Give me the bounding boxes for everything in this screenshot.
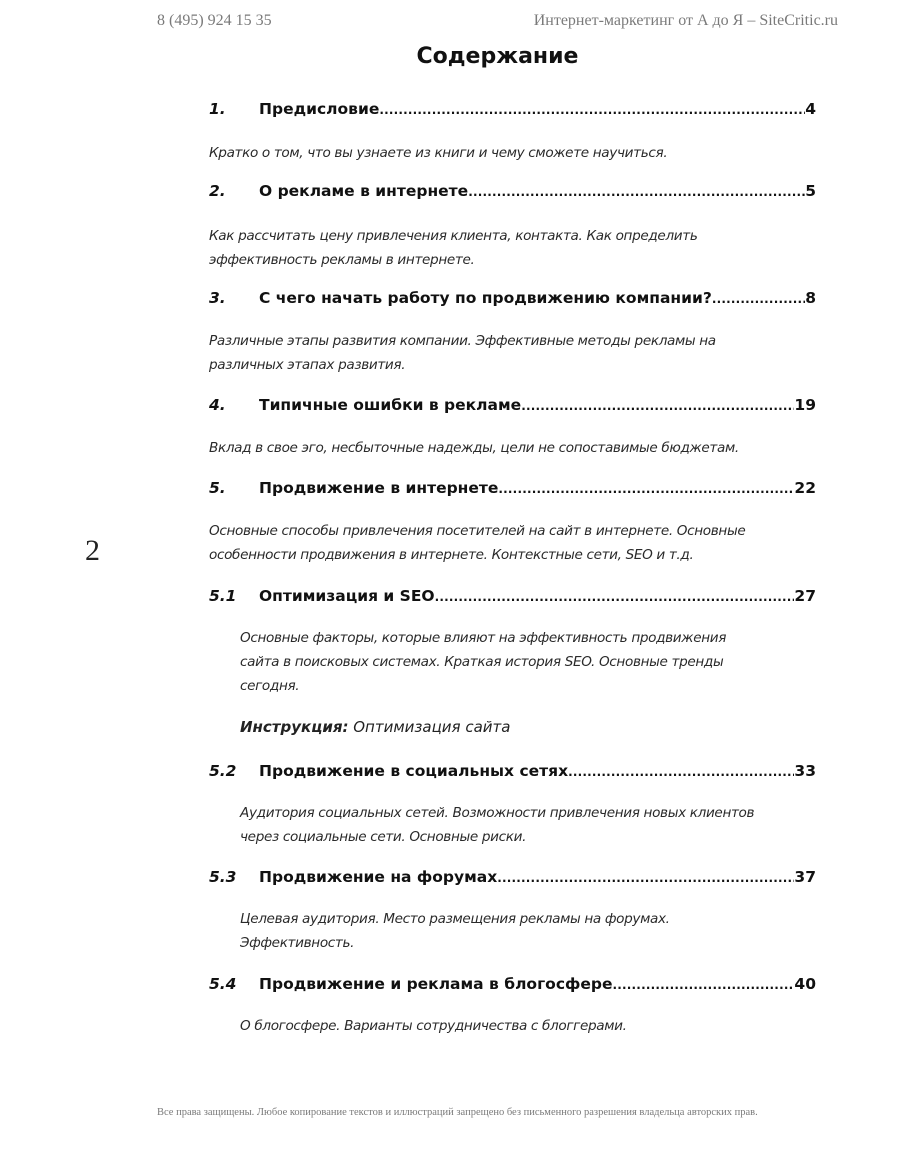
toc-entry-title: Типичные ошибки в рекламе: [259, 396, 522, 414]
toc-entry-page: 4: [805, 100, 816, 118]
toc-entry-title: Продвижение и реклама в блогосфере: [259, 975, 613, 993]
toc-entry-description: [240, 1014, 830, 1038]
toc-entry-5-3[interactable]: [209, 868, 816, 892]
toc-entry-number: 4.: [209, 396, 226, 414]
description-line: различных этапах развития.: [209, 357, 406, 373]
toc-leader-dots: [498, 479, 794, 497]
toc-entry-1[interactable]: [209, 100, 816, 124]
toc-entry-page: 33: [794, 762, 816, 780]
toc-leader-dots: [435, 587, 795, 605]
toc-entry-description: [209, 224, 829, 272]
toc-entry-title: Предисловие: [259, 100, 380, 118]
toc-entry-5-1[interactable]: [209, 587, 816, 611]
toc-leader-dots: [568, 762, 794, 780]
toc-entry-title: С чего начать работу по продвижению компании?: [259, 289, 712, 307]
toc-entry-5-2[interactable]: [209, 762, 816, 786]
toc-leader-dots: [712, 289, 805, 307]
toc-leader-dots: [613, 975, 795, 993]
description-line: Как рассчитать цену привлечения клиента, контакта. Как определить: [209, 228, 698, 244]
toc-entry-number: 3.: [209, 289, 226, 307]
instruction-value: Оптимизация сайта: [348, 718, 511, 736]
toc-entry-description: [240, 907, 830, 955]
toc-entry-5-4[interactable]: [209, 975, 816, 999]
toc-entry-3[interactable]: [209, 289, 816, 313]
description-line: Аудитория социальных сетей. Возможности привлечения новых клиентов: [240, 805, 755, 821]
toc-leader-dots: [468, 182, 805, 200]
description-line: О блогосфере. Варианты сотрудничества с блоггерами.: [240, 1018, 627, 1034]
toc-entry-page: 37: [794, 868, 816, 886]
page-title: Содержание: [416, 44, 579, 69]
toc-entry-5[interactable]: [209, 479, 816, 503]
toc-entry-description: [209, 329, 829, 377]
toc-entry-title: О рекламе в интернете: [259, 182, 469, 200]
toc-entry-page: 22: [794, 479, 816, 497]
toc-leader-dots: [497, 868, 794, 886]
toc-entry-title: Оптимизация и SEO: [259, 587, 435, 605]
instruction-link[interactable]: [240, 718, 510, 736]
toc-entry-description: [240, 801, 830, 849]
toc-entry-page: 5: [805, 182, 816, 200]
description-line: сайта в поисковых системах. Краткая история SEO. Основные тренды: [240, 654, 724, 670]
instruction-label: Инструкция:: [240, 718, 349, 736]
toc-entry-description: [209, 519, 829, 567]
toc-entry-number: 2.: [209, 182, 226, 200]
toc-entry-description: [209, 436, 829, 460]
description-line: Основные способы привлечения посетителей на сайт в интернете. Основные: [209, 523, 746, 539]
description-line: особенности продвижения в интернете. Контекстные сети, SEO и т.д.: [209, 547, 694, 563]
toc-entry-title: Продвижение в социальных сетях: [259, 762, 569, 780]
toc-entry-number: 5.3: [209, 868, 237, 886]
toc-entry-4[interactable]: [209, 396, 816, 420]
toc-entry-description: [209, 141, 829, 165]
toc-entry-page: 8: [805, 289, 816, 307]
toc-leader-dots: [379, 100, 805, 118]
description-line: эффективность рекламы в интернете.: [209, 252, 475, 268]
toc-entry-number: 5.: [209, 479, 226, 497]
header-phone: 8 (495) 924 15 35: [157, 12, 272, 29]
toc-entry-number: 5.2: [209, 762, 237, 780]
description-line: сегодня.: [240, 678, 300, 694]
toc-entry-title: Продвижение в интернете: [259, 479, 499, 497]
header-site-title: Интернет-маркетинг от А до Я – SiteCritic.ru: [533, 12, 838, 29]
description-line: Целевая аудитория. Место размещения рекламы на форумах.: [240, 911, 670, 927]
toc-entry-2[interactable]: [209, 182, 816, 206]
toc-entry-page: 27: [794, 587, 816, 605]
toc-entry-number: 5.1: [209, 587, 237, 605]
toc-entry-number: 5.4: [209, 975, 237, 993]
toc-entry-number: 1.: [209, 100, 226, 118]
description-line: Эффективность.: [240, 935, 355, 951]
description-line: Вклад в свое эго, несбыточные надежды, цели не сопоставимые бюджетам.: [209, 440, 739, 456]
description-line: Основные факторы, которые влияют на эффективность продвижения: [240, 630, 727, 646]
toc-entry-title: Продвижение на форумах: [259, 868, 498, 886]
copyright-footer: Все права защищены. Любое копирование текстов и иллюстраций запрещено без письменного разрешения владельца авторских прав.: [157, 1107, 758, 1118]
description-line: через социальные сети. Основные риски.: [240, 829, 527, 845]
description-line: Кратко о том, что вы узнаете из книги и чему сможете научиться.: [209, 145, 668, 161]
page-number: 2: [85, 534, 100, 567]
toc-leader-dots: [521, 396, 794, 414]
toc-entry-page: 40: [794, 975, 816, 993]
toc-entry-description: [240, 626, 830, 698]
toc-entry-page: 19: [794, 396, 816, 414]
description-line: Различные этапы развития компании. Эффективные методы рекламы на: [209, 333, 716, 349]
